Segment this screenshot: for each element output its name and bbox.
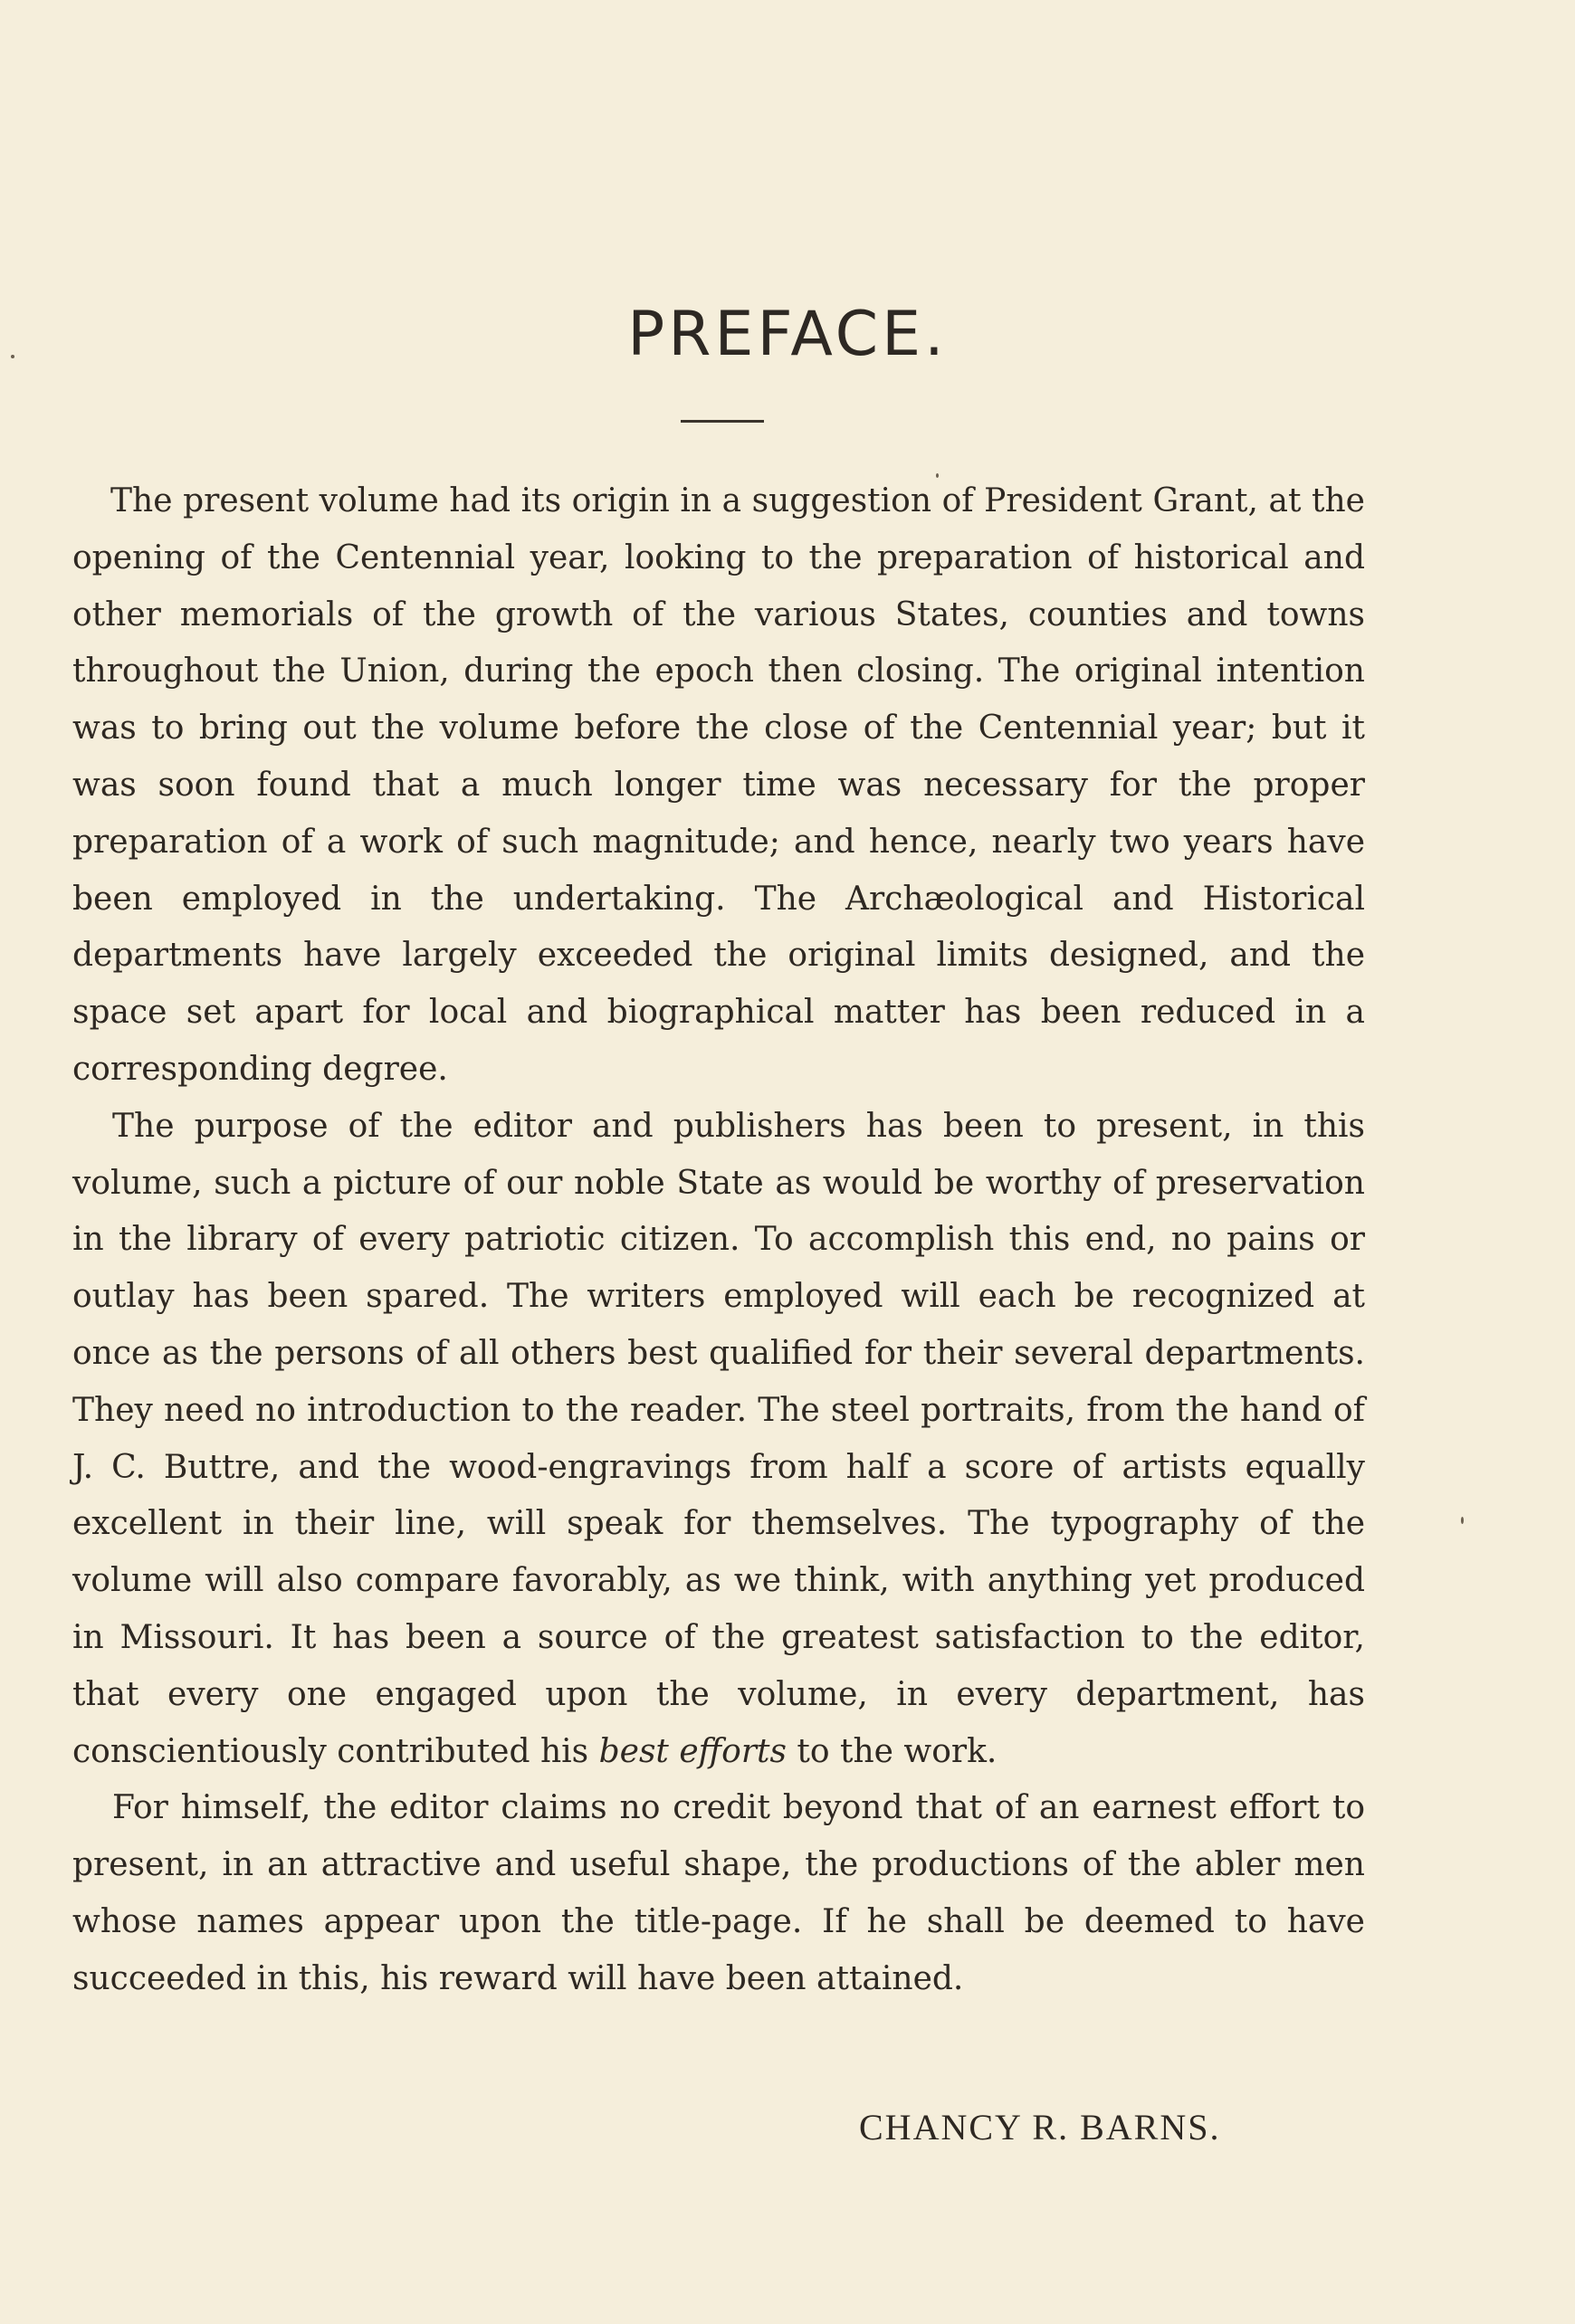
paragraph-1 <box>72 473 1365 1099</box>
paragraph-3 <box>72 1780 1365 2007</box>
preface-body <box>72 473 1365 2008</box>
emphasis-text: best efforts <box>598 1732 787 1770</box>
paragraph-text: The present volume had its origin in a suggestion of President Grant, at the opening of the Centennial year, looking to the preparation of historical and other memorials of the growth of the various States, counties and towns throughout the Union, during the epoch then closing. The original intention was to bring out the volume before the close of the Centennial year; but it was soon found that a much longer time was necessary for the proper preparation of a work of such magnitude; and hence, nearly two years have been employed in the undertaking. The Archæological and Historical departments have largely exceeded the original limits designed, and the space set apart for local and biographical matter has been reduced in a corresponding degree. <box>72 482 1365 1088</box>
author-signature: CHANCY R. BARNS. <box>859 2107 1221 2148</box>
paragraph-text: For himself, the editor claims no credit beyond that of an earnest effort to present, in an attractive and useful shape, the productions of the abler men whose names appear upon the title-page. If he shall be deemed to have succeeded in this, his reward will have been attained. <box>72 1789 1365 1997</box>
title-divider <box>681 420 764 423</box>
page-title: PREFACE. <box>627 299 948 370</box>
page-speck <box>1461 1517 1464 1524</box>
paragraph-2 <box>72 1099 1365 1781</box>
paragraph-text: to the work. <box>786 1732 998 1770</box>
paragraph-text: The purpose of the editor and publishers has been to present, in this volume, such a picture of our noble State as would be worthy of preservation in the library of every patriotic citizen. To accomplish this end, no pains or outlay has been spared. The writers employed will each be recognized at once as the persons of all others best qualified for their several departments. They need no introduction to the reader. The steel portraits, from the hand of J. C. Buttre, and the wood-engravings from half a score of artists equally excellent in their line, will speak for themselves. The typography of the volume will also compare favorably, as we think, with anything yet produced in Missouri. It has been a source of the greatest satisfaction to the editor, that every one engaged upon the volume, in every department, has conscientiously contributed his <box>72 1107 1365 1770</box>
